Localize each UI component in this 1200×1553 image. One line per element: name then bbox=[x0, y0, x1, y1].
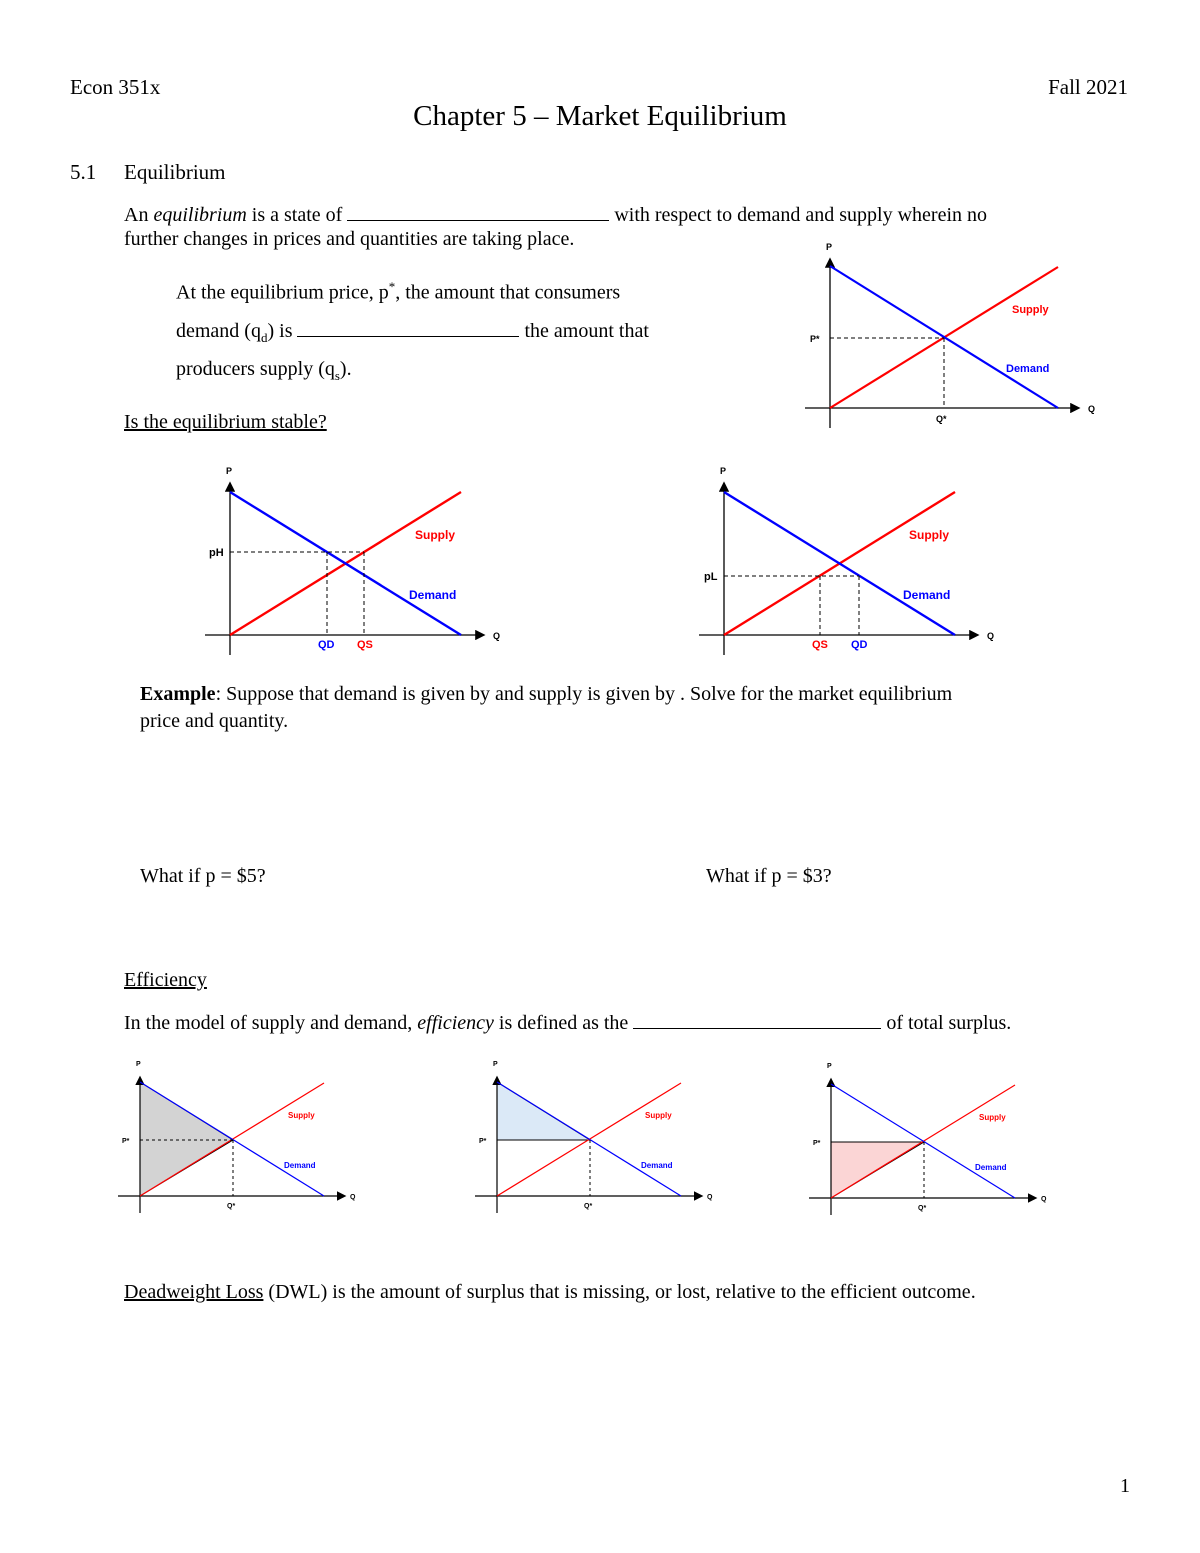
q-axis-label: Q bbox=[493, 631, 501, 641]
q-star-label: Q* bbox=[584, 1203, 593, 1210]
qd-label: QD bbox=[318, 639, 335, 651]
demand-label: Demand bbox=[284, 1161, 316, 1170]
eq3a: producers supply (q bbox=[176, 358, 335, 380]
eq1a: At the equilibrium price, p bbox=[176, 281, 389, 304]
eq2a: demand (q bbox=[176, 320, 261, 342]
equilibrium-line-3 bbox=[176, 358, 352, 384]
demand-label: Demand bbox=[641, 1161, 673, 1170]
p-star-label: P* bbox=[813, 1140, 821, 1147]
p-star-label: P* bbox=[810, 334, 820, 344]
demand-label: Demand bbox=[1006, 363, 1050, 375]
stable-question: Is the equilibrium stable? bbox=[124, 411, 327, 433]
eq1b: , the amount that consumers bbox=[395, 281, 621, 304]
demand-label: Demand bbox=[409, 588, 457, 602]
supply-label: Supply bbox=[645, 1111, 672, 1120]
eff-a: In the model of supply and demand, bbox=[124, 1012, 418, 1034]
supply-label: Supply bbox=[415, 528, 456, 542]
def-term: equilibrium bbox=[153, 204, 247, 226]
q-axis-label: Q bbox=[1041, 1196, 1047, 1203]
supply-label: Supply bbox=[1012, 304, 1049, 316]
page-number: 1 bbox=[1120, 1475, 1130, 1497]
page-title: Chapter 5 – Market Equilibrium bbox=[413, 100, 787, 132]
p-star-label: P* bbox=[122, 1138, 130, 1145]
def-part1: An bbox=[124, 204, 154, 226]
equilibrium-line-1 bbox=[176, 279, 620, 305]
def-part2: is a state of bbox=[246, 204, 348, 226]
supply-label: Supply bbox=[288, 1111, 315, 1120]
p-axis-label: P bbox=[826, 242, 833, 252]
q-axis-label: Q bbox=[707, 1194, 713, 1201]
ph-label: pH bbox=[209, 547, 224, 559]
demand-label: Demand bbox=[903, 588, 951, 602]
dwl-text: (DWL) is the amount of surplus that is missing, or lost, relative to the efficient outcome. bbox=[263, 1281, 976, 1303]
qs-label: QS bbox=[812, 639, 828, 651]
efficiency-definition bbox=[124, 1009, 1011, 1035]
definition-line-2: further changes in prices and quantities are taking place. bbox=[124, 228, 575, 250]
price-high-graph bbox=[200, 460, 510, 660]
p-axis-label: P bbox=[136, 1061, 141, 1068]
demand-label: Demand bbox=[975, 1163, 1007, 1172]
section-name: Equilibrium bbox=[124, 160, 226, 184]
producer-surplus-graph bbox=[801, 1058, 1061, 1218]
equilibrium-graph bbox=[800, 238, 1100, 430]
eff-term: efficiency bbox=[417, 1012, 494, 1034]
dwl-term: Deadweight Loss bbox=[124, 1281, 264, 1303]
q-star-label: Q* bbox=[936, 414, 947, 424]
pl-label: pL bbox=[704, 571, 718, 583]
example-line-1 bbox=[140, 683, 952, 706]
q-axis-label: Q bbox=[987, 631, 995, 641]
term: Fall 2021 bbox=[1048, 75, 1128, 99]
p-axis-label: P bbox=[226, 466, 233, 476]
total-surplus-area bbox=[140, 1082, 233, 1196]
definition-line-1 bbox=[124, 201, 987, 227]
def-part3: with respect to demand and supply wherein no bbox=[609, 204, 988, 226]
q-star-label: Q* bbox=[227, 1203, 236, 1210]
equilibrium-line-2 bbox=[176, 317, 649, 346]
blank-1 bbox=[347, 201, 609, 221]
question-p5: What if p = $5? bbox=[140, 865, 266, 887]
blank-2 bbox=[297, 317, 519, 337]
efficiency-heading: Efficiency bbox=[124, 969, 207, 991]
course-name: Econ 351x bbox=[70, 75, 161, 99]
qs-label: QS bbox=[357, 639, 373, 651]
question-p3: What if p = $3? bbox=[706, 865, 832, 887]
eq1-sup: * bbox=[388, 279, 396, 294]
price-low-graph bbox=[694, 460, 1004, 660]
blank-3 bbox=[633, 1009, 881, 1029]
p-axis-label: P bbox=[720, 466, 727, 476]
q-axis-label: Q bbox=[1088, 404, 1096, 414]
section-number: 5.1 bbox=[70, 160, 97, 184]
eff-b: is defined as the bbox=[493, 1012, 634, 1034]
supply-label: Supply bbox=[909, 528, 950, 542]
example-label: Example bbox=[140, 683, 216, 705]
eq2b: ) is bbox=[267, 320, 298, 342]
p-star-label: P* bbox=[479, 1138, 487, 1145]
qd-label: QD bbox=[851, 639, 868, 651]
eq3-sub: s bbox=[334, 368, 340, 383]
supply-label: Supply bbox=[979, 1113, 1006, 1122]
example-text: : Suppose that demand is given by and supply is given by . Solve for the market equilibrium bbox=[215, 683, 953, 705]
eff-c: of total surplus. bbox=[881, 1012, 1012, 1034]
example-line-2: price and quantity. bbox=[140, 710, 289, 732]
q-star-label: Q* bbox=[918, 1205, 927, 1212]
q-axis-label: Q bbox=[350, 1194, 356, 1201]
total-surplus-graph bbox=[110, 1056, 370, 1216]
eq2-sub: d bbox=[260, 330, 268, 345]
p-axis-label: P bbox=[493, 1061, 498, 1068]
p-axis-label: P bbox=[827, 1063, 832, 1070]
dwl-definition bbox=[124, 1281, 976, 1304]
eq3b: ). bbox=[339, 358, 352, 380]
consumer-surplus-graph bbox=[467, 1056, 727, 1216]
eq2c: the amount that bbox=[519, 320, 649, 342]
